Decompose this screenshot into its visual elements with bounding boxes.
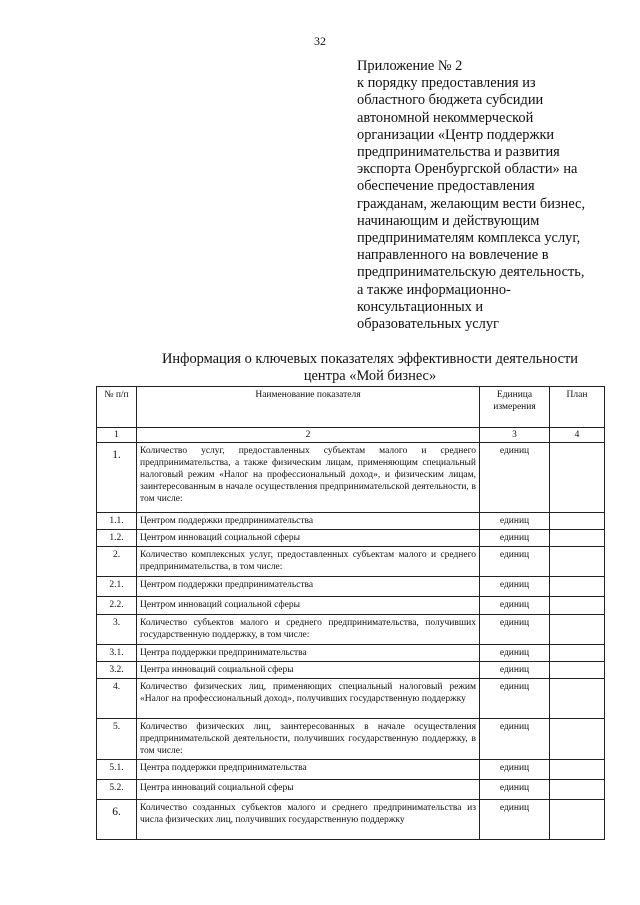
- table-row: [97, 513, 605, 530]
- table-title-line: Информация о ключевых показателях эффективности деятельности: [162, 351, 578, 367]
- table-row: [97, 760, 605, 780]
- row-name: Центром поддержки предпринимательства: [137, 577, 480, 597]
- row-num: 2.: [97, 547, 137, 577]
- row-num: 3.: [97, 615, 137, 645]
- table-row: [97, 443, 605, 513]
- appendix-line: а также информационно-: [357, 281, 511, 298]
- table-row: [97, 800, 605, 840]
- row-plan[interactable]: [550, 645, 605, 662]
- row-num: 1.2.: [97, 530, 137, 547]
- row-name: Центра инноваций социальной сферы: [137, 662, 480, 679]
- header-num: № п/п: [97, 387, 137, 428]
- row-unit: единиц: [480, 577, 550, 597]
- row-unit: единиц: [480, 800, 550, 840]
- row-plan[interactable]: [550, 513, 605, 530]
- appendix-line: к порядку предоставления из: [357, 75, 536, 92]
- table-row: [97, 597, 605, 615]
- appendix-line: предпринимателям комплекса услуг,: [357, 230, 581, 247]
- row-plan[interactable]: [550, 577, 605, 597]
- row-unit: единиц: [480, 662, 550, 679]
- row-unit: единиц: [480, 547, 550, 577]
- row-name: Количество физических лиц, заинтересованных в начале осуществления предпринимательской деятельности, получивших государственную поддержку, в том числе:: [137, 719, 480, 760]
- row-plan[interactable]: [550, 662, 605, 679]
- table-title-line: центра «Мой бизнес»: [303, 368, 437, 384]
- column-index: 4: [550, 428, 605, 443]
- row-plan[interactable]: [550, 719, 605, 760]
- row-name: Центра инноваций социальной сферы: [137, 780, 480, 800]
- appendix-line: предпринимательства и развития: [357, 144, 560, 161]
- row-num: 1.: [97, 443, 137, 513]
- appendix-line: автономной некоммерческой: [357, 109, 534, 126]
- row-unit: единиц: [480, 443, 550, 513]
- column-index: 2: [137, 428, 480, 443]
- row-unit: единиц: [480, 615, 550, 645]
- table-row: [97, 719, 605, 760]
- table-row: [97, 645, 605, 662]
- table-row: [97, 615, 605, 645]
- row-name: Центра поддержки предпринимательства: [137, 760, 480, 780]
- row-num: 2.1.: [97, 577, 137, 597]
- row-num: 3.2.: [97, 662, 137, 679]
- column-index: 1: [97, 428, 137, 443]
- row-name: Количество комплексных услуг, предоставленных субъектам малого и среднего предпринимательства, в том числе:: [137, 547, 480, 577]
- appendix-line: гражданам, желающим вести бизнес,: [357, 195, 586, 212]
- appendix-line: обеспечение предоставления: [357, 178, 535, 195]
- row-unit: единиц: [480, 760, 550, 780]
- table-row: [97, 780, 605, 800]
- row-name: Количество субъектов малого и среднего предпринимательства, получивших государственную поддержку, в том числе:: [137, 615, 480, 645]
- indicators-table: [96, 386, 605, 840]
- appendix-line: направленного на вовлечение в: [357, 247, 549, 264]
- row-unit: единиц: [480, 679, 550, 719]
- header-plan: План: [550, 387, 605, 428]
- row-plan[interactable]: [550, 679, 605, 719]
- row-num: 5.: [97, 719, 137, 760]
- header-name: Наименование показателя: [137, 387, 480, 428]
- table-row: [97, 530, 605, 547]
- row-unit: единиц: [480, 530, 550, 547]
- row-num: 4.: [97, 679, 137, 719]
- appendix-line: консультационных и: [357, 298, 484, 315]
- row-name: Центром инноваций социальной сферы: [137, 530, 480, 547]
- header-unit: Единица измерения: [480, 387, 550, 428]
- row-num: 1.1.: [97, 513, 137, 530]
- row-unit: единиц: [480, 597, 550, 615]
- table-row: [97, 577, 605, 597]
- row-plan[interactable]: [550, 597, 605, 615]
- appendix-line: экспорта Оренбургской области» на: [357, 161, 578, 178]
- row-plan[interactable]: [550, 800, 605, 840]
- row-name: Количество услуг, предоставленных субъектам малого и среднего предпринимательства, а также физическим лицам, применяющим специальный налоговый режим «Налог на профессиональный доход», и физическим лицам, заинтересованным в начале осуществления предпринимательской деятельности, в том числе:: [137, 443, 480, 513]
- appendix-line: областного бюджета субсидии: [357, 92, 544, 109]
- row-unit: единиц: [480, 780, 550, 800]
- row-name: Количество созданных субъектов малого и среднего предпринимательства из числа физических лиц, получивших государственную поддержку: [137, 800, 480, 840]
- appendix-line: Приложение № 2: [357, 58, 463, 74]
- table-row: [97, 662, 605, 679]
- row-name: Центром инноваций социальной сферы: [137, 597, 480, 615]
- table-row: [97, 547, 605, 577]
- row-unit: единиц: [480, 513, 550, 530]
- row-unit: единиц: [480, 719, 550, 760]
- row-plan[interactable]: [550, 547, 605, 577]
- row-name: Центра поддержки предпринимательства: [137, 645, 480, 662]
- row-num: 3.1.: [97, 645, 137, 662]
- row-plan[interactable]: [550, 443, 605, 513]
- row-num: 5.1.: [97, 760, 137, 780]
- appendix-line: образовательных услуг: [357, 316, 499, 333]
- row-name: Центром поддержки предпринимательства: [137, 513, 480, 530]
- row-plan[interactable]: [550, 760, 605, 780]
- row-unit: единиц: [480, 645, 550, 662]
- row-plan[interactable]: [550, 530, 605, 547]
- row-num: 6.: [97, 800, 137, 840]
- row-name: Количество физических лиц, применяющих специальный налоговый режим «Налог на профессиональный доход», получивших государственную поддержку: [137, 679, 480, 719]
- appendix-line: предпринимательскую деятельность,: [357, 264, 585, 281]
- appendix-line: организации «Центр поддержки: [357, 126, 555, 143]
- table-header-row: [97, 387, 605, 428]
- appendix-header: [357, 58, 627, 333]
- table-row: [97, 679, 605, 719]
- row-num: 5.2.: [97, 780, 137, 800]
- column-index-row: [97, 428, 605, 443]
- row-plan[interactable]: [550, 615, 605, 645]
- page-number: 32: [314, 34, 326, 48]
- table-title: [100, 351, 640, 385]
- row-num: 2.2.: [97, 597, 137, 615]
- column-index: 3: [480, 428, 550, 443]
- appendix-line: начинающим и действующим: [357, 212, 540, 229]
- row-plan[interactable]: [550, 780, 605, 800]
